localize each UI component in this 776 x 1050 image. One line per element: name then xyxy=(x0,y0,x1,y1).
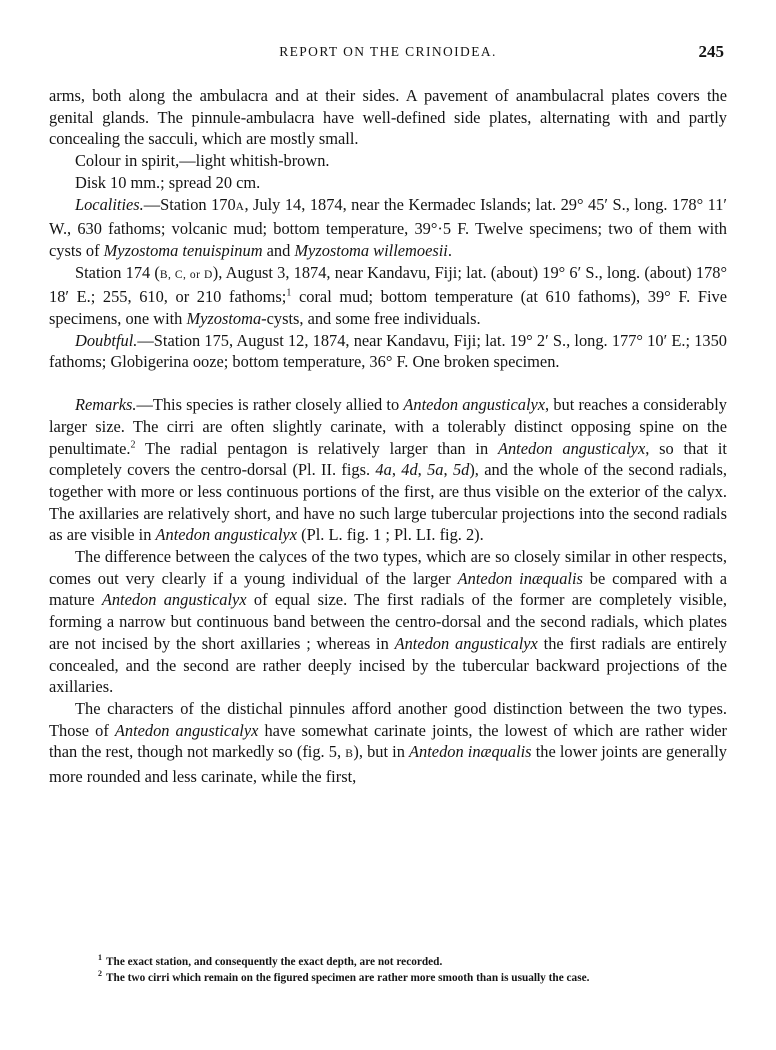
station-text: ), August 3, 1874, near Kandavu, Fiji; lat. (about) 19° 6′ S., long. (about) 178° 18′ E.; 255, 610, or 210 fathoms; xyxy=(49,262,727,307)
station-suffix: A xyxy=(235,200,245,213)
difference-text: be compared with a mature xyxy=(49,568,727,610)
paragraph-difference xyxy=(49,546,727,698)
remarks-text: The radial pentagon is relatively larger than in xyxy=(135,438,498,458)
species-name: Antedon angusticalyx xyxy=(497,438,646,458)
difference-text: the first radials are entirely concealed, and the second are rather deeply incised by the tubercular backward projections of the axillaries. xyxy=(49,633,727,697)
paragraph-colour: Colour in spirit,—light whitish-brown. xyxy=(75,151,330,171)
footnote-2 xyxy=(98,970,738,986)
footnote-ref: 1 xyxy=(286,287,292,299)
paragraph-arms: arms, both along the ambulacra and at their sides. A pavement of anambulacral plates covers the genital glands. The pinnule-ambulacra have well-defined side plates, alternating with and partly concealing the sacculi, which are mostly small. xyxy=(49,86,727,149)
characters-text: have somewhat carinate joints, the lowest of which are rather wider than the rest, though not markedly so (fig. 5, xyxy=(49,720,728,762)
paragraph-doubtful xyxy=(49,330,727,373)
paragraph-characters xyxy=(49,698,727,788)
species-name: Antedon angusticalyx xyxy=(403,395,546,415)
remarks-text: ), and the whole of the second radials, together with more or less continuous portions of the first, are thus visible on the exterior of the calyx. The axillaries are relatively short, and have no such large tubercular projections into the second radials as are visible in xyxy=(49,460,728,545)
paragraph-disk: Disk 10 mm.; spread 20 cm. xyxy=(75,172,261,192)
localities-text: . xyxy=(447,240,452,260)
characters-text: The characters of the distichal pinnules afford another good distinction between the two types. Those of xyxy=(49,698,727,740)
paragraph-remarks xyxy=(49,394,727,546)
localities-label: Localities. xyxy=(75,194,144,214)
localities-text: and xyxy=(262,240,295,260)
paragraph-localities xyxy=(49,194,727,262)
difference-text: of equal size. The first radials of the former are completely visible, forming a narrow but continuous band between the centro-dorsal and the second radials, which plates are not incised by the short axillaries ; whereas in xyxy=(49,590,728,653)
footnote-1 xyxy=(98,954,738,970)
figure-ref: 5d xyxy=(452,460,470,480)
species-name: Antedon inæqualis xyxy=(457,568,583,588)
doubtful-text: —Station 175, August 12, 1874, near Kandavu, Fiji; lat. 19° 2′ S., long. 177° 10′ E.; 1350 fathoms; Globigerina ooze; bottom temperature, 36° F. One broken specimen. xyxy=(49,330,727,372)
species-name: Myzostoma willemoesii xyxy=(294,240,448,260)
paragraph-station-174 xyxy=(49,262,727,330)
localities-text: —Station 170 xyxy=(143,194,236,214)
figure-letter: B xyxy=(345,748,354,761)
remarks-text: , xyxy=(443,460,453,480)
species-name: Antedon inæqualis xyxy=(409,742,532,762)
footnote-mark: 1 xyxy=(98,953,102,963)
remarks-text: , so that it completely covers the centro-dorsal (Pl. II. figs. xyxy=(49,438,727,480)
footnote-text: The two cirri which remain on the figured specimen are rather more smooth than is usually the case. xyxy=(106,972,590,984)
doubtful-label: Doubtful. xyxy=(75,330,138,350)
species-name: Antedon angusticalyx xyxy=(101,590,247,610)
remarks-text: , but reaches a considerably larger size. The cirri are often slightly carinate, with a tolerably distinct opposing spine on the penultimate. xyxy=(49,395,728,458)
station-text: Station 174 ( xyxy=(75,262,160,282)
footnote-ref: 2 xyxy=(130,439,136,451)
species-name: Antedon angusticalyx xyxy=(155,525,298,545)
footnote-text: The exact station, and consequently the exact depth, are not recorded. xyxy=(106,956,443,968)
page-number: 245 xyxy=(698,42,724,61)
page-header xyxy=(0,44,776,68)
body-text xyxy=(49,85,727,788)
running-title: REPORT ON THE CRINOIDEA. xyxy=(279,44,497,59)
species-name: Antedon angusticalyx xyxy=(114,720,259,740)
figure-ref: 4d xyxy=(401,460,418,480)
species-name: Myzostoma xyxy=(186,309,262,329)
remarks-label: Remarks. xyxy=(75,395,137,415)
figure-ref: 5a xyxy=(427,460,444,480)
characters-text: ), but in xyxy=(353,742,410,762)
figure-ref: 4a xyxy=(375,460,392,480)
characters-text: the lower joints are generally more rounded and less carinate, while the first, xyxy=(49,742,727,787)
remarks-text: , xyxy=(417,460,428,480)
station-letters: B, C, or D xyxy=(159,268,213,281)
remarks-text: , xyxy=(391,460,402,480)
difference-text: The difference between the calyces of the two types, which are so closely similar in other respects, comes out very clearly if a young individual of the larger xyxy=(49,547,727,588)
station-text: coral mud; bottom temperature (at 610 fathoms), 39° F. Five specimens, one with xyxy=(49,287,727,329)
species-name: Antedon angusticalyx xyxy=(394,633,538,653)
localities-text: , July 14, 1874, near the Kermadec Islands; lat. 29° 45′ S., long. 178° 11′ W., 630 fathoms; volcanic mud; bottom temperature, 39°·5 F. Twelve specimens; two of them with cysts of xyxy=(49,194,727,260)
station-text: -cysts, and some free individuals. xyxy=(261,309,481,329)
remarks-text: (Pl. L. fig. 1 ; Pl. LI. fig. 2). xyxy=(297,525,484,545)
remarks-text: —This species is rather closely allied to xyxy=(136,395,404,415)
footnote-mark: 2 xyxy=(98,969,102,979)
footnotes xyxy=(98,954,738,986)
species-name: Myzostoma tenuispinum xyxy=(103,240,263,260)
